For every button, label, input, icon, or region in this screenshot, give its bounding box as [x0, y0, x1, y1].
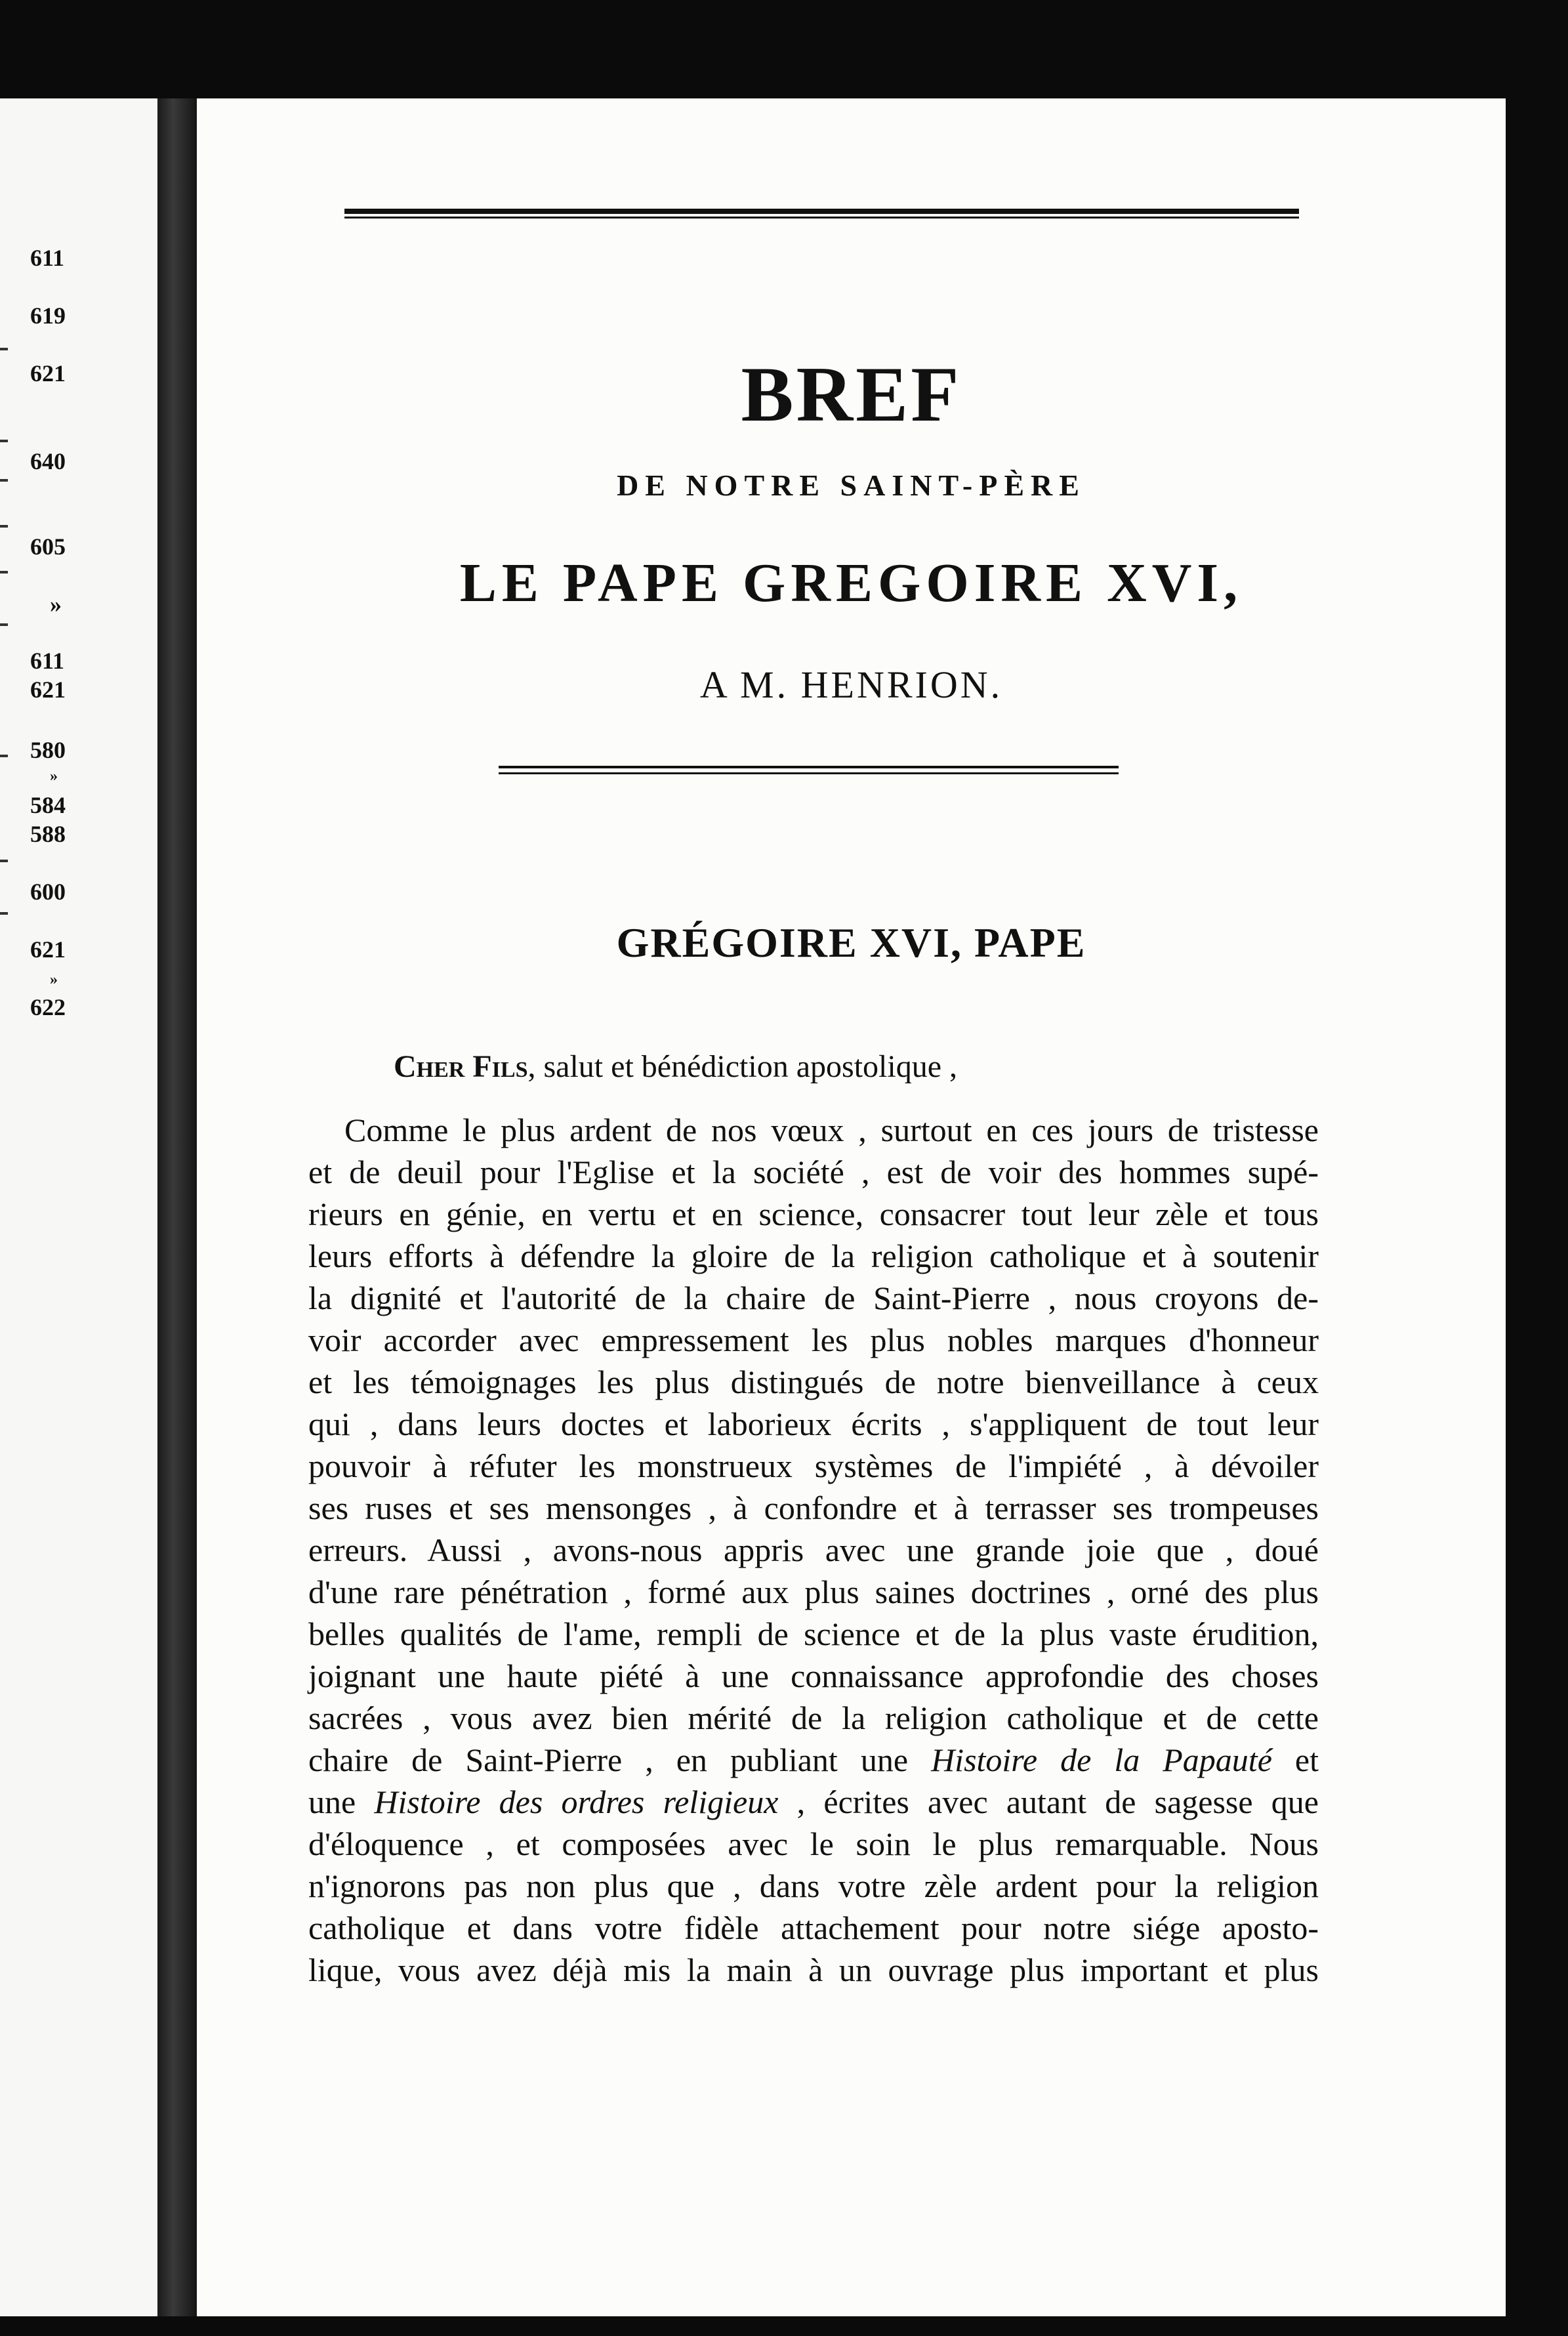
- body-line: et de deuil pour l'Eglise et la société , est de voir des hommes supé-: [308, 1154, 1319, 1190]
- book-gutter: [157, 98, 197, 2316]
- body-line-with-title: [308, 1781, 1319, 1823]
- body-line: pouvoir à réfuter les monstrueux systèmes de l'impiété , à dévoiler: [308, 1448, 1319, 1484]
- margin-number: 621: [30, 360, 66, 386]
- margin-number: 640: [30, 448, 66, 474]
- subtitle-recipient: A M. HENRION.: [699, 663, 1003, 706]
- margin-number: 621: [30, 677, 66, 703]
- body-text-span: , écrites avec autant de sagesse que: [778, 1783, 1319, 1820]
- body-line: Comme le plus ardent de nos vœux , surtout en ces jours de tristesse: [344, 1112, 1319, 1148]
- book-title-ordres: Histoire des ordres religieux: [374, 1783, 779, 1820]
- left-page-edge: [0, 98, 157, 2316]
- margin-number: 611: [30, 245, 65, 271]
- subtitle-pape: LE PAPE GREGOIRE XVI,: [459, 553, 1243, 614]
- middle-rule-thin: [499, 772, 1119, 774]
- margin-number: 600: [30, 879, 66, 905]
- body-line: erreurs. Aussi , avons-nous appris avec une grande joie que , doué: [308, 1532, 1319, 1568]
- body-line-with-title: [308, 1739, 1319, 1781]
- body-line: la dignité et l'autorité de la chaire de Saint-Pierre , nous croyons de-: [308, 1280, 1319, 1316]
- letter-body: [308, 1109, 1319, 1991]
- title-bref: BREF: [741, 350, 962, 438]
- margin-ditto: »: [50, 768, 58, 785]
- subtitle-saint-pere: DE NOTRE SAINT-PÈRE: [617, 469, 1086, 502]
- salutation-text: , salut et bénédiction apostolique ,: [527, 1049, 957, 1084]
- margin-number: 584: [30, 792, 66, 818]
- margin-number: 588: [30, 821, 66, 847]
- body-text-span: et: [1271, 1742, 1319, 1778]
- body-text-span: une: [308, 1783, 375, 1820]
- right-page: [197, 98, 1506, 2316]
- middle-rule: [499, 766, 1119, 768]
- margin-number: 621: [30, 936, 66, 963]
- salutation-address: Cher Fils: [394, 1049, 528, 1084]
- margin-ditto: »: [50, 971, 58, 988]
- body-line: lique, vous avez déjà mis la main à un ouvrage plus important et plus: [308, 1951, 1319, 1988]
- body-line: joignant une haute piété à une connaissance approfondie des choses: [308, 1658, 1319, 1694]
- body-line: catholique et dans votre fidèle attachement pour notre siége aposto-: [308, 1909, 1319, 1946]
- section-heading: GRÉGOIRE XVI, PAPE: [616, 919, 1086, 966]
- body-line: sacrées , vous avez bien mérité de la religion catholique et de cette: [308, 1700, 1319, 1736]
- body-line: qui , dans leurs doctes et laborieux écrits , s'appliquent de tout leur: [308, 1406, 1319, 1442]
- body-line: rieurs en génie, en vertu et en science, consacrer tout leur zèle et tous: [308, 1196, 1319, 1232]
- margin-number: 619: [30, 302, 66, 329]
- top-rule: [344, 209, 1299, 214]
- body-line: d'une rare pénétration , formé aux plus saines doctrines , orné des plus: [308, 1574, 1319, 1610]
- body-line: d'éloquence , et composées avec le soin le plus remarquable. Nous: [308, 1825, 1319, 1862]
- margin-number: 605: [30, 533, 66, 560]
- body-text-span: chaire de Saint-Pierre , en publiant une: [308, 1742, 932, 1778]
- top-rule-thin: [344, 217, 1299, 219]
- body-line: ses ruses et ses mensonges , à confondre et à terrasser ses trompeuses: [308, 1490, 1319, 1526]
- margin-number: 611: [30, 648, 65, 674]
- body-line: leurs efforts à défendre la gloire de la religion catholique et à soutenir: [308, 1238, 1319, 1274]
- body-line: voir accorder avec empressement les plus nobles marques d'honneur: [308, 1322, 1319, 1358]
- body-line: n'ignorons pas non plus que , dans votre zèle ardent pour la religion: [308, 1867, 1319, 1904]
- salutation: [394, 1049, 957, 1085]
- margin-number: 580: [30, 737, 66, 763]
- body-line: belles qualités de l'ame, rempli de science et de la plus vaste érudition,: [308, 1616, 1319, 1652]
- margin-ditto: »: [50, 591, 62, 617]
- book-title-papaute: Histoire de la Papauté: [931, 1742, 1272, 1778]
- body-line: et les témoignages les plus distingués de notre bienveillance à ceux: [308, 1364, 1319, 1400]
- margin-number: 622: [30, 994, 66, 1020]
